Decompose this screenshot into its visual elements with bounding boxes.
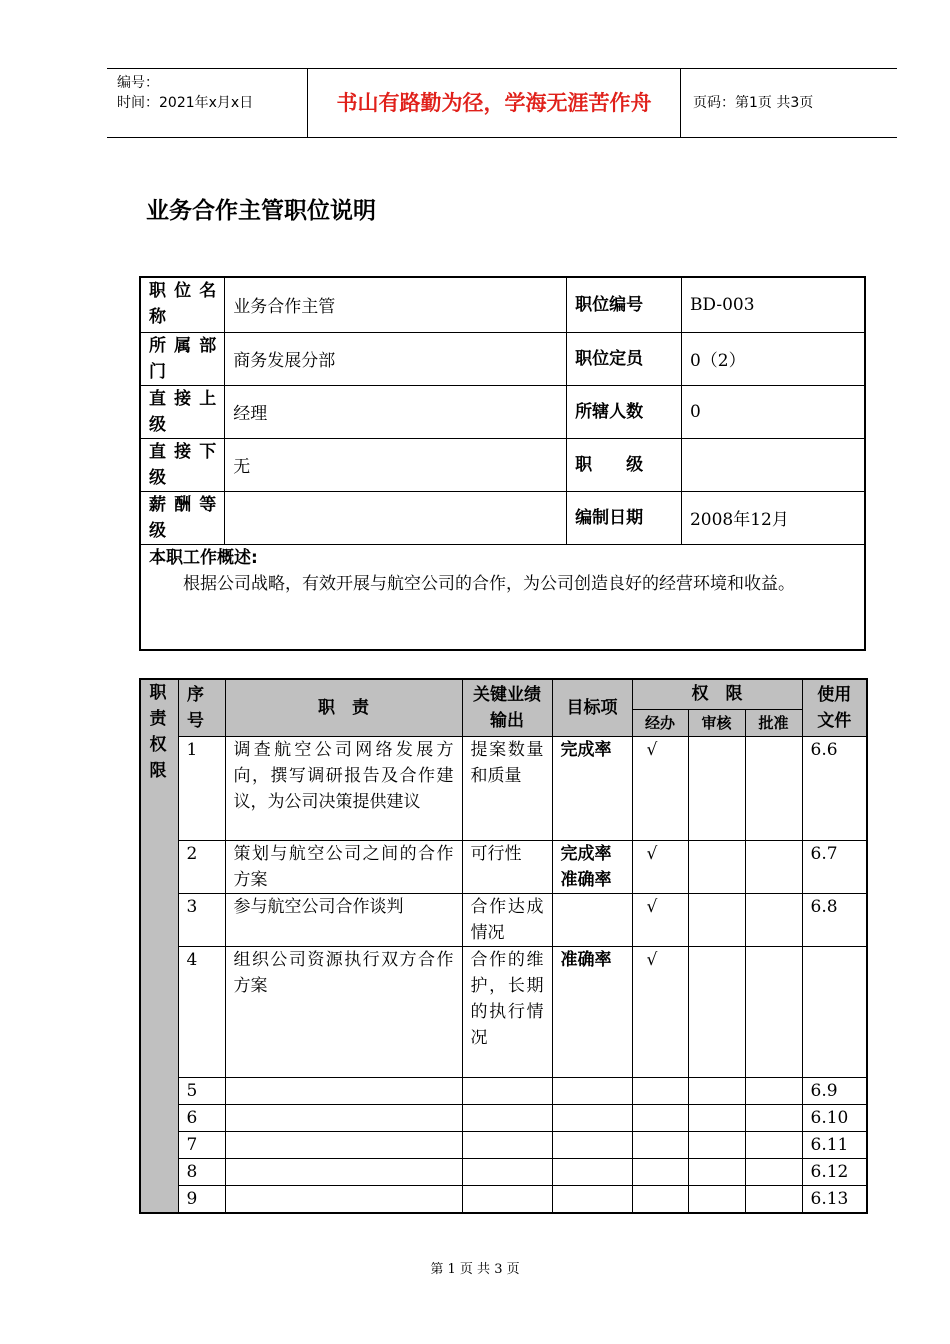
table-row (140, 736, 867, 840)
row-doc: 6.12 (802, 1158, 867, 1185)
row-seq: 1 (178, 736, 225, 840)
table-row (140, 946, 867, 1077)
row-kpo (462, 1104, 552, 1131)
time-label: 时间：2021年x月x日 (117, 95, 254, 111)
info-label: 直接下级 (140, 438, 225, 491)
row-doc: 6.9 (802, 1077, 867, 1104)
row-target: 完成率 (552, 736, 632, 840)
info-row (140, 491, 865, 544)
row-kpo (462, 1185, 552, 1213)
info-label: 直接上级 (140, 385, 225, 438)
row-auth-do: √ (632, 946, 688, 1077)
row-doc: 6.7 (802, 840, 867, 893)
table-row (140, 1158, 867, 1185)
header-meta (107, 69, 307, 137)
page-footer: 第 1 页 共 3 页 (430, 1262, 520, 1277)
row-auth-review (688, 893, 745, 946)
row-kpo: 提案数量和质量 (462, 736, 552, 840)
row-doc (802, 946, 867, 1077)
row-seq: 9 (178, 1185, 225, 1213)
row-kpo (462, 1131, 552, 1158)
info-label-2: 职 级 (567, 438, 682, 491)
row-auth-do: √ (632, 736, 688, 840)
row-seq: 3 (178, 893, 225, 946)
info-row (140, 438, 865, 491)
table-row (140, 1185, 867, 1213)
row-auth-do (632, 1131, 688, 1158)
info-value: 商务发展分部 (225, 332, 567, 385)
info-value-2: 2008年12月 (681, 491, 865, 544)
row-auth-do (632, 1185, 688, 1213)
row-seq: 2 (178, 840, 225, 893)
document-title: 业务合作主管职位说明 (146, 198, 376, 224)
row-auth-approve (745, 1077, 802, 1104)
header-auth-do: 经办 (632, 709, 688, 736)
row-auth-review (688, 1158, 745, 1185)
code-label: 编号： (117, 75, 159, 91)
table-row (140, 1131, 867, 1158)
row-kpo: 可行性 (462, 840, 552, 893)
row-kpo (462, 1077, 552, 1104)
table-row (140, 840, 867, 893)
info-value-2: BD-003 (681, 277, 865, 332)
header-page-label: 页码：第1页 共3页 (693, 95, 814, 111)
table-row (140, 1104, 867, 1131)
header-auth: 权 限 (632, 679, 802, 709)
info-label-2: 职位定员 (567, 332, 682, 385)
row-target (552, 1158, 632, 1185)
row-kpo: 合作达成情况 (462, 893, 552, 946)
row-kpo: 合作的维护，长期的执行情况 (462, 946, 552, 1077)
row-auth-approve (745, 1104, 802, 1131)
row-auth-do (632, 1104, 688, 1131)
summary-label: 本职工作概述: (149, 547, 258, 568)
row-target (552, 1077, 632, 1104)
row-kpo (462, 1158, 552, 1185)
row-duty (225, 1185, 462, 1213)
info-value-2: 0（2） (681, 332, 865, 385)
info-label-2: 编制日期 (567, 491, 682, 544)
row-seq: 5 (178, 1077, 225, 1104)
row-target (552, 1104, 632, 1131)
row-auth-review (688, 1131, 745, 1158)
summary-text: 根据公司战略，有效开展与航空公司的合作，为公司创造良好的经营环境和收益。 (183, 573, 795, 594)
row-auth-approve (745, 840, 802, 893)
row-auth-do: √ (632, 893, 688, 946)
row-doc: 6.11 (802, 1131, 867, 1158)
header-auth-approve: 批准 (745, 709, 802, 736)
table-row (140, 1077, 867, 1104)
row-duty (225, 1131, 462, 1158)
row-auth-review (688, 1104, 745, 1131)
row-target (552, 893, 632, 946)
duties-table (139, 678, 868, 1214)
header-auth-review: 审核 (688, 709, 745, 736)
info-value: 无 (225, 438, 567, 491)
header-doc: 使用文件 (802, 679, 867, 736)
row-seq: 4 (178, 946, 225, 1077)
row-auth-review (688, 1077, 745, 1104)
row-duty (225, 1104, 462, 1131)
page-header (107, 68, 897, 138)
summary-cell (140, 544, 865, 650)
row-target (552, 1131, 632, 1158)
row-target: 完成率 准确率 (552, 840, 632, 893)
position-info-table (139, 276, 866, 651)
row-duty: 策划与航空公司之间的合作方案 (225, 840, 462, 893)
info-row (140, 277, 865, 332)
info-value-2 (681, 438, 865, 491)
row-doc: 6.6 (802, 736, 867, 840)
row-auth-do: √ (632, 840, 688, 893)
info-label: 所属部门 (140, 332, 225, 385)
row-duty: 参与航空公司合作谈判 (225, 893, 462, 946)
row-auth-do (632, 1077, 688, 1104)
row-duty: 调查航空公司网络发展方向，撰写调研报告及合作建议，为公司决策提供建议 (225, 736, 462, 840)
info-value-2: 0 (681, 385, 865, 438)
info-label-2: 所辖人数 (567, 385, 682, 438)
header-kpo: 关键业绩输出 (462, 679, 552, 736)
info-value: 经理 (225, 385, 567, 438)
row-auth-review (688, 736, 745, 840)
row-target (552, 1185, 632, 1213)
info-value: 业务合作主管 (225, 277, 567, 332)
row-seq: 8 (178, 1158, 225, 1185)
row-duty: 组织公司资源执行双方合作方案 (225, 946, 462, 1077)
row-auth-approve (745, 1131, 802, 1158)
duties-side-label: 职责权限 (140, 679, 178, 1213)
header-motto: 书山有路勤为径，学海无涯苦作舟 (307, 69, 681, 137)
row-seq: 7 (178, 1131, 225, 1158)
row-auth-approve (745, 1158, 802, 1185)
info-row (140, 385, 865, 438)
header-seq: 序号 (178, 679, 225, 736)
row-seq: 6 (178, 1104, 225, 1131)
row-doc: 6.10 (802, 1104, 867, 1131)
row-auth-approve (745, 946, 802, 1077)
row-auth-approve (745, 1185, 802, 1213)
header-duty: 职 责 (225, 679, 462, 736)
header-target: 目标项 (552, 679, 632, 736)
row-doc: 6.8 (802, 893, 867, 946)
info-row (140, 332, 865, 385)
row-duty (225, 1158, 462, 1185)
row-auth-review (688, 840, 745, 893)
info-label-2: 职位编号 (567, 277, 682, 332)
info-label: 职位名称 (140, 277, 225, 332)
row-duty (225, 1077, 462, 1104)
info-value (225, 491, 567, 544)
row-doc: 6.13 (802, 1185, 867, 1213)
info-label: 薪酬等级 (140, 491, 225, 544)
row-auth-review (688, 1185, 745, 1213)
row-auth-approve (745, 736, 802, 840)
row-target: 准确率 (552, 946, 632, 1077)
row-auth-approve (745, 893, 802, 946)
row-auth-review (688, 946, 745, 1077)
row-auth-do (632, 1158, 688, 1185)
table-row (140, 893, 867, 946)
